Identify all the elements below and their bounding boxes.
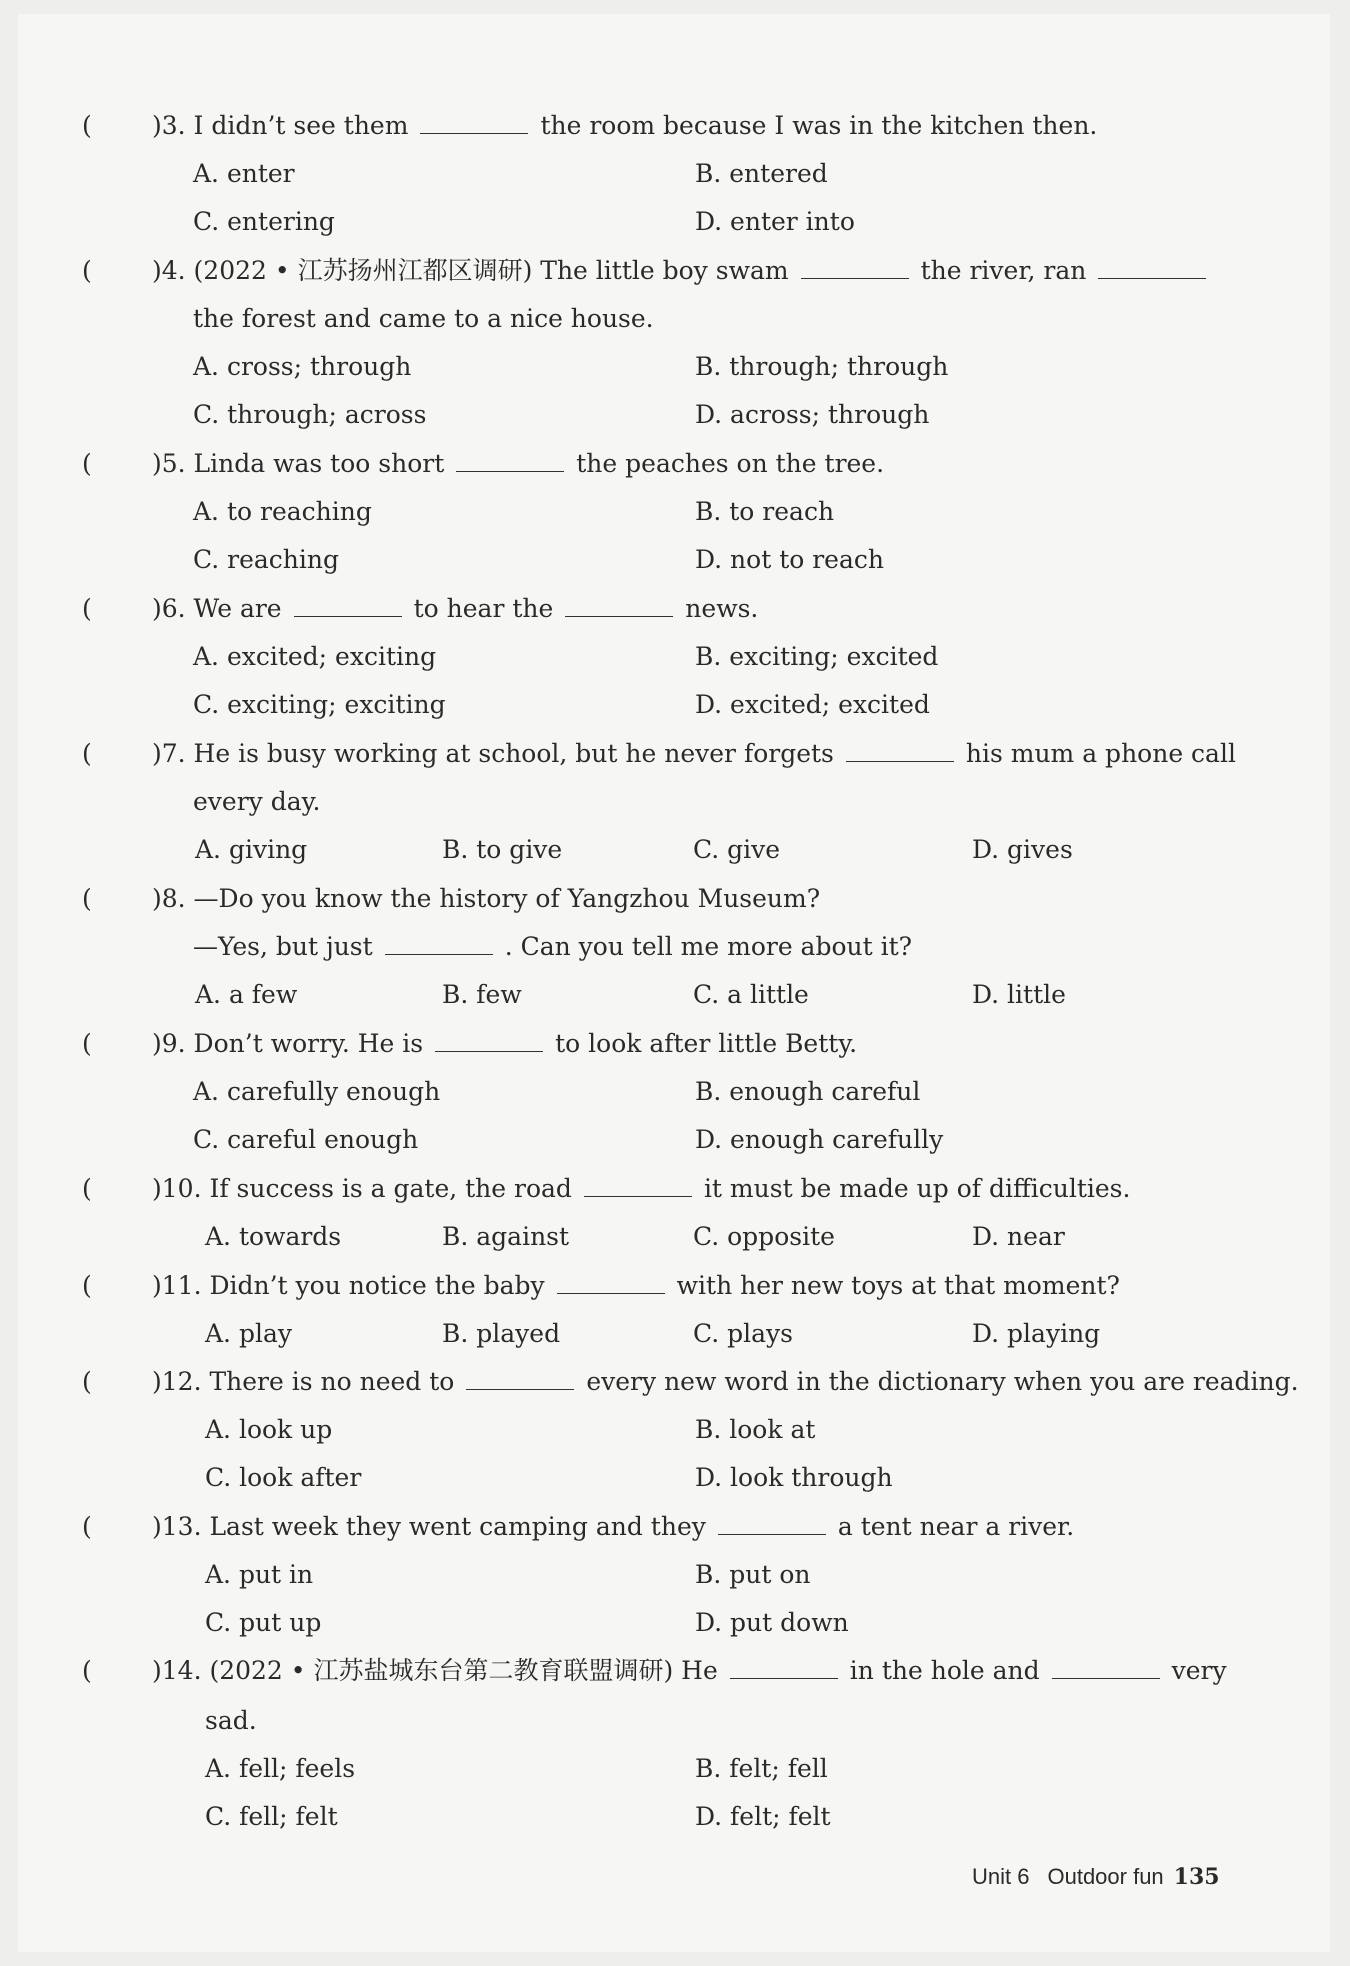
answer-paren[interactable]: ( [82,256,92,285]
option-b[interactable]: B. to give [442,835,563,864]
question-stem: )4. (2022 • 江苏扬州江都区调研) The little boy swam the river, ran [152,251,1218,291]
answer-blank [1052,1654,1160,1679]
question-line [0,299,1350,339]
option-c[interactable]: C. through; across [193,400,427,429]
options-row [0,202,1350,242]
question-6 [0,589,1350,629]
option-b[interactable]: B. against [442,1222,570,1251]
question-stem: )10. If success is a gate, the road it must be made up of difficulties. [152,1174,1131,1203]
option-a[interactable]: A. excited; exciting [193,642,437,671]
answer-blank [456,447,564,472]
options-row [0,975,1350,1015]
options-row [0,492,1350,532]
unit-label: Unit 6 [972,1864,1030,1889]
answer-paren[interactable]: ( [82,1029,92,1058]
question-stem: )14. (2022 • 江苏盐城东台第二教育联盟调研) He in the hole and very [152,1656,1227,1685]
option-d[interactable]: D. across; through [695,400,930,429]
question-stem: )13. Last week they went camping and they a tent near a river. [152,1512,1075,1541]
question-stem: )8. —Do you know the history of Yangzhou Museum? [152,884,821,913]
option-a[interactable]: A. look up [205,1415,333,1444]
option-a[interactable]: A. cross; through [193,352,412,381]
question-5 [0,444,1350,484]
answer-blank [730,1654,838,1679]
options-row [0,1410,1350,1450]
question-11 [0,1266,1350,1306]
question-stem: )11. Didn’t you notice the baby with her new toys at that moment? [152,1271,1120,1300]
option-a[interactable]: A. put in [205,1560,314,1589]
answer-paren[interactable]: ( [82,884,92,913]
option-b[interactable]: B. to reach [695,497,835,526]
option-a[interactable]: A. to reaching [193,497,372,526]
option-b[interactable]: B. exciting; excited [695,642,939,671]
answer-paren[interactable]: ( [82,739,92,768]
question-3 [0,106,1350,146]
option-a[interactable]: A. play [205,1319,292,1348]
options-row [0,1120,1350,1160]
answer-blank [294,592,402,617]
option-b[interactable]: B. felt; fell [695,1754,828,1783]
option-a[interactable]: A. towards [205,1222,342,1251]
question-stem-continued: every day. [193,787,321,816]
answer-blank [565,592,673,617]
option-c[interactable]: C. exciting; exciting [193,690,446,719]
question-stem: )9. Don’t worry. He is to look after little Betty. [152,1029,858,1058]
question-10 [0,1169,1350,1209]
question-stem-continued: sad. [205,1706,257,1735]
option-d[interactable]: D. felt; felt [695,1802,831,1831]
option-d[interactable]: D. playing [972,1319,1101,1348]
answer-paren[interactable]: ( [82,111,92,140]
options-row [0,830,1350,870]
answer-paren[interactable]: ( [82,1367,92,1396]
option-b[interactable]: B. through; through [695,352,949,381]
answer-blank [584,1172,692,1197]
options-row [0,540,1350,580]
option-c[interactable]: C. look after [205,1463,362,1492]
answer-blank [466,1365,574,1390]
option-c[interactable]: C. reaching [193,545,339,574]
question-stem: )6. We are to hear the news. [152,594,759,623]
option-d[interactable]: D. excited; excited [695,690,930,719]
option-b[interactable]: B. entered [695,159,828,188]
answer-paren[interactable]: ( [82,1271,92,1300]
answer-paren[interactable]: ( [82,1512,92,1541]
options-row [0,1458,1350,1498]
option-d[interactable]: D. enter into [695,207,855,236]
options-row [0,154,1350,194]
question-line [0,927,1350,967]
question-stem: )3. I didn’t see them the room because I was in the kitchen then. [152,111,1098,140]
option-c[interactable]: C. put up [205,1608,322,1637]
question-stem-continued: the forest and came to a nice house. [193,304,654,333]
option-d[interactable]: D. look through [695,1463,893,1492]
option-c[interactable]: C. give [693,835,781,864]
options-row [0,347,1350,387]
option-d[interactable]: D. gives [972,835,1073,864]
answer-blank [718,1510,826,1535]
answer-blank [1098,254,1206,279]
options-row [0,1749,1350,1789]
question-8 [0,879,1350,919]
option-b[interactable]: B. enough careful [695,1077,921,1106]
option-a[interactable]: A. enter [193,159,295,188]
question-9 [0,1024,1350,1064]
unit-title: Outdoor fun [1047,1864,1164,1889]
option-c[interactable]: C. plays [693,1319,793,1348]
question-stem-continued: —Yes, but just . Can you tell me more about it? [193,932,913,961]
options-row [0,395,1350,435]
page-footer [972,1862,1220,1892]
option-c[interactable]: C. entering [193,207,335,236]
question-14 [0,1651,1350,1691]
option-b[interactable]: B. put on [695,1560,811,1589]
option-d[interactable]: D. not to reach [695,545,884,574]
answer-blank [846,737,954,762]
page-number: 135 [1173,1864,1220,1890]
question-stem: )5. Linda was too short the peaches on the tree. [152,449,885,478]
option-d[interactable]: D. near [972,1222,1065,1251]
options-row [0,1555,1350,1595]
option-c[interactable]: C. careful enough [193,1125,419,1154]
options-row [0,1072,1350,1112]
question-line [0,1701,1350,1741]
answer-paren[interactable]: ( [82,594,92,623]
question-stem: )7. He is busy working at school, but he never forgets his mum a phone call [152,739,1236,768]
question-stem: )12. There is no need to every new word in the dictionary when you are reading. [152,1367,1299,1396]
options-row [0,1797,1350,1837]
option-d[interactable]: D. enough carefully [695,1125,944,1154]
option-b[interactable]: B. few [442,980,522,1009]
option-b[interactable]: B. played [442,1319,561,1348]
answer-blank [420,109,528,134]
question-13 [0,1507,1350,1547]
option-c[interactable]: C. opposite [693,1222,835,1251]
option-a[interactable]: A. giving [195,835,308,864]
options-row [0,685,1350,725]
option-d[interactable]: D. little [972,980,1066,1009]
options-row [0,1314,1350,1354]
option-a[interactable]: A. carefully enough [193,1077,441,1106]
answer-paren[interactable]: ( [82,1174,92,1203]
answer-blank [801,254,909,279]
options-row [0,1217,1350,1257]
options-row [0,637,1350,677]
answer-paren[interactable]: ( [82,449,92,478]
question-line [0,782,1350,822]
option-b[interactable]: B. look at [695,1415,816,1444]
option-c[interactable]: C. a little [693,980,809,1009]
question-12 [0,1362,1350,1402]
option-d[interactable]: D. put down [695,1608,849,1637]
option-c[interactable]: C. fell; felt [205,1802,338,1831]
question-4 [0,251,1350,291]
options-row [0,1603,1350,1643]
option-a[interactable]: A. fell; feels [205,1754,356,1783]
option-a[interactable]: A. a few [195,980,298,1009]
answer-paren[interactable]: ( [82,1656,92,1685]
answer-blank [435,1027,543,1052]
question-7 [0,734,1350,774]
answer-blank [557,1269,665,1294]
answer-blank [385,930,493,955]
